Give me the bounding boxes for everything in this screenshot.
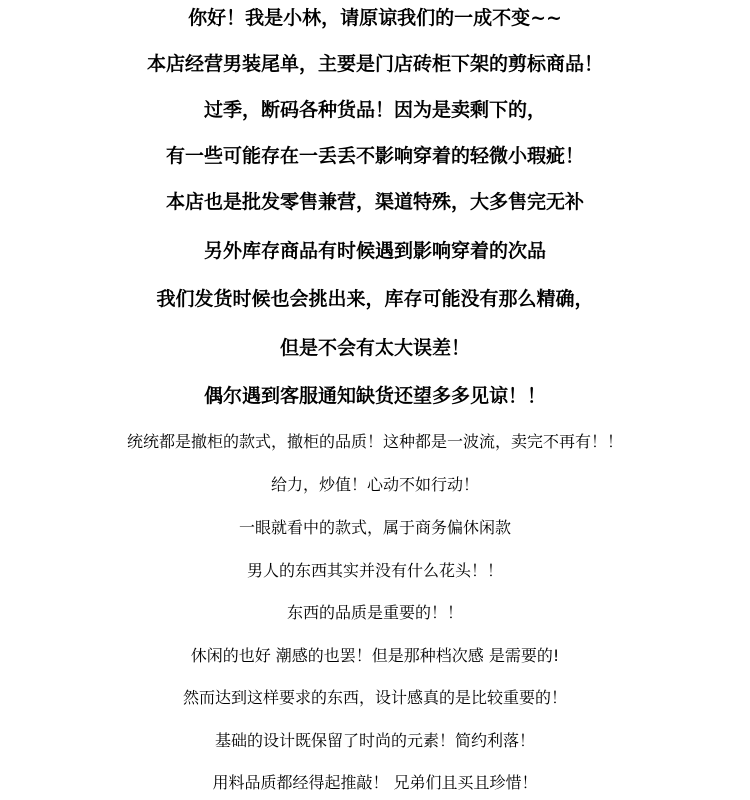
intro-line-8: 但是不会有太大误差！ xyxy=(279,337,470,359)
intro-line-1: 你好！我是小林，请原谅我们的一成不变~~ xyxy=(188,7,562,29)
intro-line-7: 我们发货时候也会挑出来，库存可能没有那么精确， xyxy=(156,288,594,310)
product-line-2: 给力，炒值！心动不如行动！ xyxy=(270,475,479,494)
product-line-7: 然而达到这样要求的东西，设计感真的是比较重要的！ xyxy=(182,688,567,707)
product-line-6: 休闲的也好 潮感的也罢！但是那种档次感 是需要的! xyxy=(190,646,560,665)
intro-line-9: 偶尔遇到客服通知缺货还望多多见谅！！ xyxy=(203,385,546,407)
intro-line-2: 本店经营男装尾单，主要是门店砖柜下架的剪标商品！ xyxy=(146,53,603,75)
intro-line-4: 有一些可能存在一丢丢不影响穿着的轻微小瑕疵！ xyxy=(165,145,584,167)
product-line-4: 男人的东西其实并没有什么花头！！ xyxy=(246,561,503,580)
intro-line-5: 本店也是批发零售兼营，渠道特殊，大多售完无补 xyxy=(165,191,584,213)
product-line-9: 用料品质都经得起推敲！ 兄弟们且买且珍惜！ xyxy=(212,773,538,792)
product-line-3: 一眼就看中的款式，属于商务偏休闲款 xyxy=(238,518,511,537)
intro-line-6: 另外库存商品有时候遇到影响穿着的次品 xyxy=(203,240,546,262)
product-line-1: 统统都是撤柜的款式，撤柜的品质！这种都是一波流，卖完不再有！！ xyxy=(126,432,623,451)
product-line-5: 东西的品质是重要的！！ xyxy=(286,603,463,622)
product-line-8: 基础的设计既保留了时尚的元素！简约利落！ xyxy=(214,731,535,750)
intro-line-3: 过季，断码各种货品！因为是卖剩下的， xyxy=(203,99,546,121)
